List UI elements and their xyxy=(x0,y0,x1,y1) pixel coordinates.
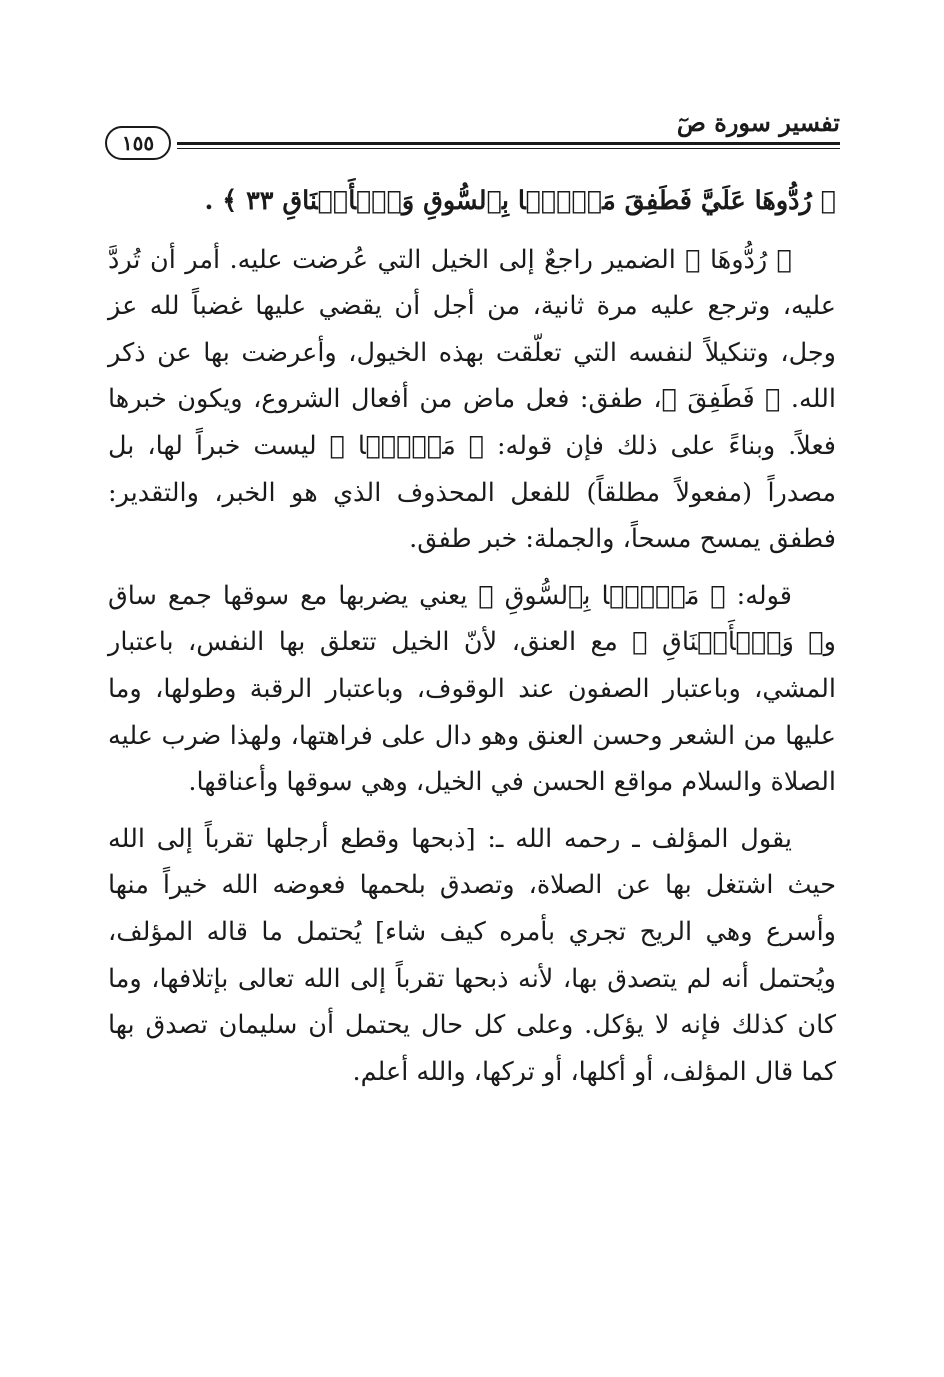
page-number: ١٥٥ xyxy=(105,126,171,160)
paragraph-3: يقول المؤلف ـ رحمه الله ـ: [ذبحها وقطع أرجلها تقرباً إلى الله حيث اشتغل بها عن الصلاة، وتصدق بلحمها فعوضه الله خيراً منها وأسرع وهي الريح تجري بأمره كيف شاء] يُحتمل ما قاله المؤلف، ويُحتمل أنه لم يتصدق بها، لأنه ذبحها تقرباً إلى الله تعالى بإتلافها، وما كان كذلك فإنه لا يؤكل. وعلى كل حال يحتمل أن سليمان تصدق بها كما قال المؤلف، أو أكلها، أو تركها، والله أعلم. xyxy=(108,823,836,1087)
page-body xyxy=(108,178,836,1095)
quran-verse: ﴿ رُدُّوهَا عَلَيَّ فَطَفِقَ مَسۡحَۢا بِٱلسُّوقِ وَٱلۡأَعۡنَاقِ ٣٣ ﴾ . xyxy=(204,186,836,216)
page-header xyxy=(105,108,840,158)
header-rule xyxy=(177,142,840,149)
running-title: تفسير سورة صٓ xyxy=(676,108,840,137)
paragraph-2: قوله: ﴿ مَسۡحَۢا بِٱلسُّوقِ ﴾ يعني يضربها مع سوقها جمع ساق و﴿ وَٱلۡأَعۡنَاقِ ﴾ مع العنق، لأنّ الخيل تتعلق بها النفس، باعتبار المشي، وباعتبار الصفون عند الوقوف، وباعتبار الرقبة وطولها، وما عليها من الشعر وحسن العنق وهو دال على فراهتها، ولهذا ضرب عليه الصلاة والسلام مواقع الحسن في الخيل، وهي سوقها وأعناقها. xyxy=(108,580,836,798)
paragraph-1: ﴿ رُدُّوهَا ﴾ الضمير راجعٌ إلى الخيل التي عُرضت عليه. أمر أن تُردَّ عليه، وترجع عليه مرة ثانية، من أجل أن يقضي عليها غضباً لله عز وجل، وتنكيلاً لنفسه التي تعلّقت بهذه الخيول، وأعرضت بها عن ذكر الله. ﴿ فَطَفِقَ ﴾، طفق: فعل ماض من أفعال الشروع، ويكون خبرها فعلاً. وبناءً على ذلك فإن قوله: ﴿ مَسۡحَۢا ﴾ ليست خبراً لها، بل مصدراً (مفعولاً مطلقاً) للفعل المحذوف الذي هو الخبر، والتقدير: فطفق يمسح مسحاً، والجملة: خبر طفق. xyxy=(108,244,836,555)
